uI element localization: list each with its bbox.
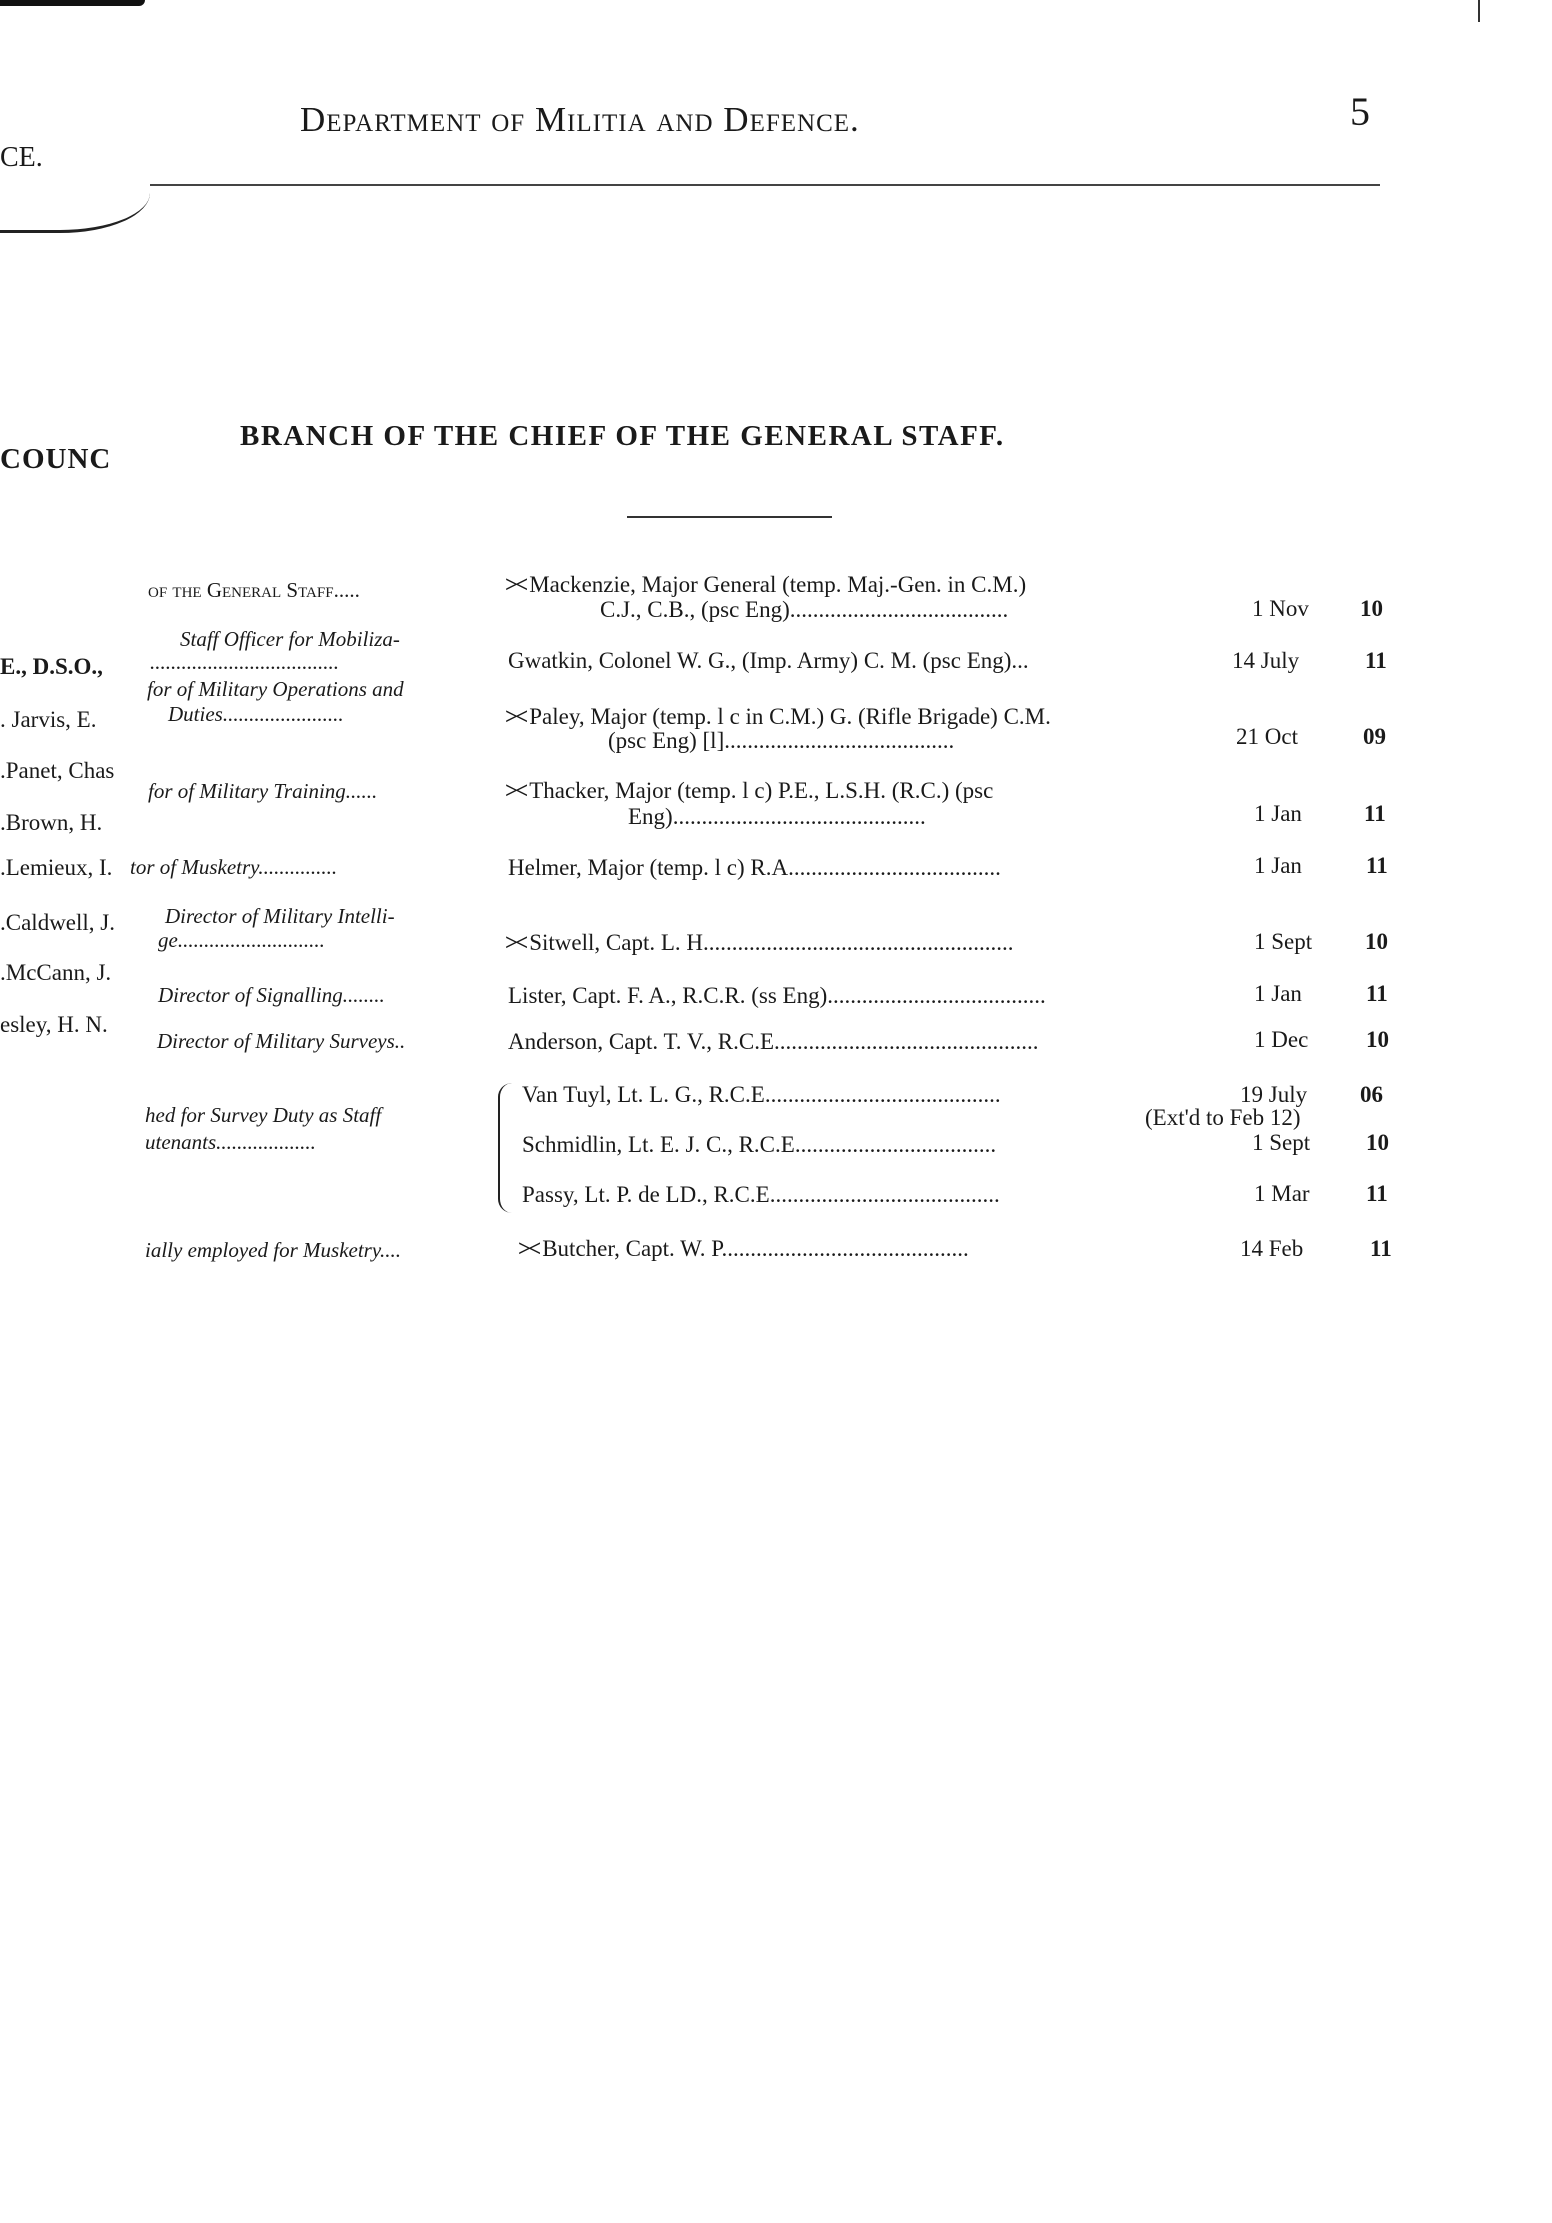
position-title-continued: Duties.......................	[168, 702, 344, 726]
appointment-year: 11	[1364, 801, 1386, 826]
header-rule	[150, 184, 1380, 186]
position-title: hed for Survey Duty as Staff	[145, 1103, 382, 1127]
appointment-year: 11	[1366, 1181, 1388, 1206]
officer-name: Schmidlin, Lt. E. J. C., R.C.E...................................	[522, 1132, 997, 1157]
appointment-date: 21 Oct	[1236, 724, 1298, 749]
position-title: Staff Officer for Mobiliza-	[180, 627, 400, 651]
crossed-swords-icon: ><	[505, 930, 526, 955]
appointment-date: 1 Jan	[1254, 981, 1302, 1006]
extension-note: (Ext'd to Feb 12)	[1145, 1105, 1301, 1130]
appointment-date: 1 Sept	[1252, 1130, 1311, 1155]
page-number: 5	[1350, 89, 1370, 134]
facing-page-fragment: CE.	[0, 142, 43, 173]
appointment-year: 11	[1366, 853, 1388, 878]
facing-name-fragment: .Lemieux, I.	[0, 855, 113, 880]
branch-title: BRANCH OF THE CHIEF OF THE GENERAL STAFF.	[240, 420, 1005, 452]
officer-name-continued: (psc Eng) [l]........................................	[608, 728, 955, 753]
position-title: tor of Musketry...............	[130, 855, 338, 879]
appointment-year: 10	[1366, 1027, 1389, 1052]
position-title: for of Military Training......	[148, 779, 378, 803]
position-title-continued: ge............................	[158, 928, 325, 952]
brace-icon	[498, 1083, 516, 1213]
appointment-year: 09	[1363, 724, 1386, 749]
facing-name-fragment: E., D.S.O.,	[0, 654, 103, 679]
officer-name: Passy, Lt. P. de LD., R.C.E........................................	[522, 1182, 1000, 1207]
appointment-year: 06	[1360, 1082, 1383, 1107]
appointment-year: 11	[1366, 981, 1388, 1006]
position-title-continued: utenants...................	[145, 1130, 316, 1154]
officer-name: >< Mackenzie, Major General (temp. Maj.-Gen. in C.M.)	[505, 572, 1027, 597]
appointment-year: 11	[1370, 1236, 1392, 1261]
title-rule	[627, 516, 832, 518]
facing-name-fragment: .Panet, Chas	[0, 758, 115, 783]
officer-name: Lister, Capt. F. A., R.C.R. (ss Eng)......................................	[508, 983, 1046, 1008]
officer-name: >< Sitwell, Capt. L. H......................................................	[505, 930, 1014, 955]
officer-name: >< Thacker, Major (temp. l c) P.E., L.S.H. (R.C.) (psc	[505, 778, 994, 803]
officer-name: Helmer, Major (temp. l c) R.A.....................................	[508, 855, 1001, 880]
facing-name-fragment: . Jarvis, E.	[0, 707, 97, 732]
officer-name: Van Tuyl, Lt. L. G., R.C.E.........................................	[522, 1082, 1001, 1107]
position-title: Director of Military Surveys..	[157, 1029, 406, 1053]
position-title: Director of Military Intelli-	[165, 904, 395, 928]
officer-name: Gwatkin, Colonel W. G., (Imp. Army) C. M. (psc Eng)...	[508, 648, 1029, 673]
facing-name-fragment: esley, H. N.	[0, 1012, 108, 1037]
appointment-date: 14 Feb	[1240, 1236, 1304, 1261]
position-title-continued: ....................................	[150, 650, 339, 674]
page-edge-line	[1478, 0, 1480, 22]
officer-name: >< Butcher, Capt. W. P...........................................	[518, 1236, 969, 1261]
facing-page-curl	[0, 168, 150, 233]
facing-page-council-fragment: COUNC	[0, 443, 112, 475]
appointment-year: 10	[1366, 1130, 1389, 1155]
facing-name-fragment: .Brown, H.	[0, 810, 103, 835]
position-title: of the General Staff.....	[148, 578, 360, 602]
crossed-swords-icon: ><	[518, 1236, 539, 1261]
officer-name-continued: Eng)............................................	[628, 804, 926, 829]
officer-name: Anderson, Capt. T. V., R.C.E..............................................	[508, 1029, 1039, 1054]
appointment-date: 1 Sept	[1254, 929, 1313, 954]
officer-name-continued: C.J., C.B., (psc Eng)......................................	[600, 597, 1009, 622]
appointment-year: 11	[1365, 648, 1387, 673]
crossed-swords-icon: ><	[505, 704, 526, 729]
position-title: Director of Signalling........	[158, 983, 385, 1007]
appointment-date: 1 Nov	[1252, 596, 1309, 621]
crossed-swords-icon: ><	[505, 778, 526, 803]
officer-name: >< Paley, Major (temp. l c in C.M.) G. (Rifle Brigade) C.M.	[505, 704, 1051, 729]
appointment-date: 1 Dec	[1254, 1027, 1309, 1052]
appointment-year: 10	[1360, 596, 1383, 621]
appointment-date: 1 Jan	[1254, 801, 1302, 826]
crossed-swords-icon: ><	[505, 572, 526, 597]
page-edge-shadow	[0, 0, 145, 6]
appointment-date: 19 July	[1240, 1082, 1308, 1107]
position-title: ially employed for Musketry....	[145, 1238, 402, 1262]
appointment-date: 1 Jan	[1254, 853, 1302, 878]
appointment-date: 14 July	[1232, 648, 1300, 673]
appointment-year: 10	[1365, 929, 1388, 954]
position-title: for of Military Operations and	[147, 677, 404, 701]
page-header: Department of Militia and Defence.	[300, 100, 860, 139]
facing-name-fragment: .McCann, J.	[0, 960, 112, 985]
appointment-date: 1 Mar	[1254, 1181, 1310, 1206]
facing-name-fragment: .Caldwell, J.	[0, 910, 115, 935]
